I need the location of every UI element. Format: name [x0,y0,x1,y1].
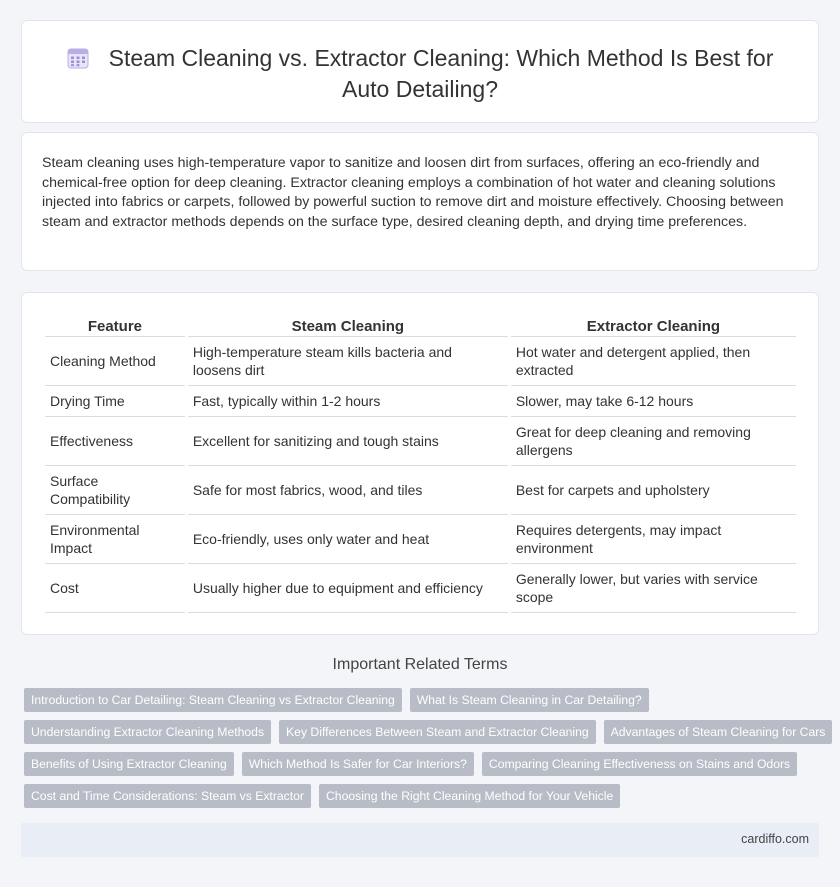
table-header-row [45,315,796,337]
extractor-cell: Hot water and detergent applied, then extracted [511,337,796,386]
feature-cell: Effectiveness [45,417,185,466]
feature-cell: Surface Compatibility [45,466,185,515]
feature-cell: Environmental Impact [45,515,185,564]
table-row [45,417,796,466]
related-term-link[interactable]: Which Method Is Safer for Car Interiors? [242,752,474,776]
extractor-cell: Best for carpets and upholstery [511,466,796,515]
tag-row [24,688,824,712]
header-extractor-cleaning: Extractor Cleaning [511,315,796,337]
footer [21,823,819,857]
table-row [45,515,796,564]
feature-cell: Cleaning Method [45,337,185,386]
calendar-icon [67,47,89,69]
related-term-link[interactable]: Key Differences Between Steam and Extractor Cleaning [279,720,596,744]
header-steam-cleaning: Steam Cleaning [188,315,508,337]
extractor-cell: Slower, may take 6-12 hours [511,386,796,417]
table-row [45,386,796,417]
steam-cell: Excellent for sanitizing and tough stains [188,417,508,466]
feature-cell: Drying Time [45,386,185,417]
table-row [45,564,796,613]
related-term-link[interactable]: Benefits of Using Extractor Cleaning [24,752,234,776]
related-term-link[interactable]: Comparing Cleaning Effectiveness on Stains and Odors [482,752,797,776]
extractor-cell: Generally lower, but varies with service scope [511,564,796,613]
related-terms-heading: Important Related Terms [332,656,508,673]
extractor-cell: Great for deep cleaning and removing allergens [511,417,796,466]
steam-cell: Fast, typically within 1-2 hours [188,386,508,417]
steam-cell: Eco-friendly, uses only water and heat [188,515,508,564]
intro-card [21,132,819,271]
tag-row [24,752,824,776]
table-row [45,466,796,515]
related-terms-list [24,688,824,816]
feature-cell: Cost [45,564,185,613]
intro-paragraph: Steam cleaning uses high-temperature vapor to sanitize and loosen dirt from surfaces, offering an eco-friendly and chemical-free option for deep cleaning. Extractor cleaning employs a combination of hot water and cleaning solutions injected into fabrics or carpets, followed by powerful suction to remove dirt and moisture effectively. Choosing between steam and extractor methods depends on the surface type, desired cleaning depth, and drying time preferences. [42,155,784,230]
header-feature: Feature [45,315,185,337]
footer-site-link[interactable]: cardiffo.com [741,832,809,846]
related-term-link[interactable]: Cost and Time Considerations: Steam vs Extractor [24,784,311,808]
page-title [62,43,778,105]
related-term-link[interactable]: Introduction to Car Detailing: Steam Cleaning vs Extractor Cleaning [24,688,402,712]
tag-row [24,784,824,808]
comparison-table [42,315,799,613]
comparison-card [21,292,819,635]
page-title-text: Steam Cleaning vs. Extractor Cleaning: Which Method Is Best for Auto Detailing? [108,45,774,102]
title-wrap [22,43,818,105]
related-term-link[interactable]: Understanding Extractor Cleaning Methods [24,720,271,744]
related-term-link[interactable]: Advantages of Steam Cleaning for Cars [604,720,833,744]
steam-cell: Usually higher due to equipment and efficiency [188,564,508,613]
tag-row [24,720,824,744]
table-row [45,337,796,386]
related-term-link[interactable]: What Is Steam Cleaning in Car Detailing? [410,688,649,712]
steam-cell: High-temperature steam kills bacteria and loosens dirt [188,337,508,386]
extractor-cell: Requires detergents, may impact environment [511,515,796,564]
steam-cell: Safe for most fabrics, wood, and tiles [188,466,508,515]
title-card [21,20,819,123]
related-term-link[interactable]: Choosing the Right Cleaning Method for Your Vehicle [319,784,620,808]
